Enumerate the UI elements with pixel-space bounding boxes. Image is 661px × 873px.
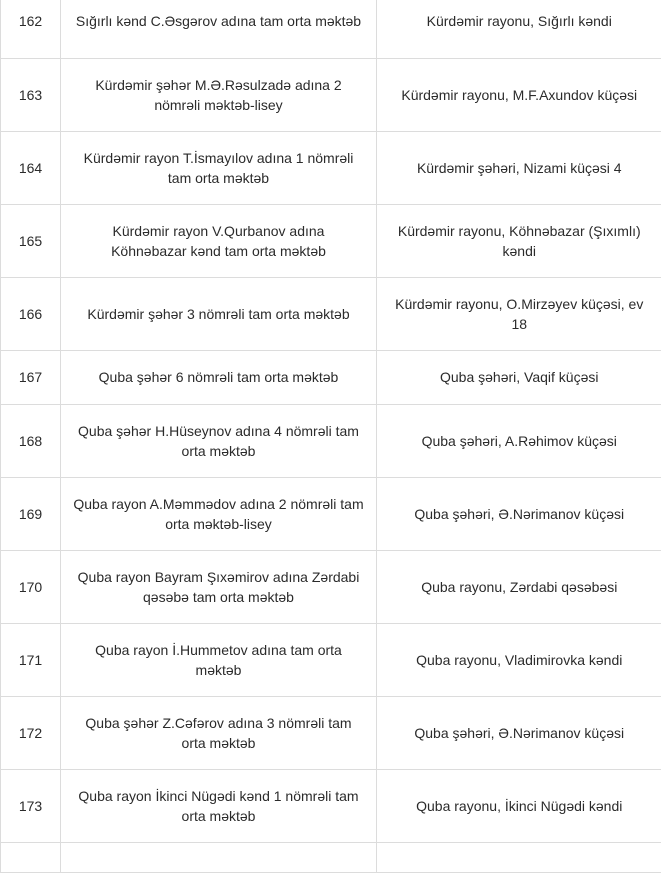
school-name: Quba rayon İ.Hummetov adına tam orta məktəb xyxy=(61,623,377,696)
table-row xyxy=(1,277,661,350)
school-name: Quba rayon Bayram Şıxəmirov adına Zərdabi qəsəbə tam orta məktəb xyxy=(61,550,377,623)
school-address: Quba şəhəri, A.Rəhimov küçəsi xyxy=(377,404,661,477)
table-row xyxy=(1,550,661,623)
school-address: Kürdəmir şəhəri, Nizami küçəsi 4 xyxy=(377,131,661,204)
table-row xyxy=(1,350,661,404)
school-address: Quba şəhəri, Ə.Nərimanov küçəsi xyxy=(377,477,661,550)
table-row xyxy=(1,131,661,204)
row-number: 167 xyxy=(1,350,61,404)
row-number: 166 xyxy=(1,277,61,350)
school-address: Quba rayonu, Zərdabi qəsəbəsi xyxy=(377,550,661,623)
school-name: Quba şəhər H.Hüseynov adına 4 nömrəli tam orta məktəb xyxy=(61,404,377,477)
school-address: Quba şəhəri, Vaqif küçəsi xyxy=(377,350,661,404)
table-cell-empty xyxy=(377,842,661,872)
school-address: Quba şəhəri, Ə.Nərimanov küçəsi xyxy=(377,696,661,769)
table-row xyxy=(1,204,661,277)
school-name: Quba rayon A.Məmmədov adına 2 nömrəli tam orta məktəb-lisey xyxy=(61,477,377,550)
row-number: 170 xyxy=(1,550,61,623)
school-address: Kürdəmir rayonu, Sığırlı kəndi xyxy=(377,0,661,58)
row-number: 164 xyxy=(1,131,61,204)
school-name: Kürdəmir rayon V.Qurbanov adına Köhnəbazar kənd tam orta məktəb xyxy=(61,204,377,277)
school-name: Quba rayon İkinci Nügədi kənd 1 nömrəli tam orta məktəb xyxy=(61,769,377,842)
row-number: 173 xyxy=(1,769,61,842)
school-name: Quba şəhər Z.Cəfərov adına 3 nömrəli tam orta məktəb xyxy=(61,696,377,769)
row-number: 165 xyxy=(1,204,61,277)
table-cell-empty xyxy=(61,842,377,872)
school-name: Quba şəhər 6 nömrəli tam orta məktəb xyxy=(61,350,377,404)
row-number: 172 xyxy=(1,696,61,769)
row-number: 168 xyxy=(1,404,61,477)
table-row xyxy=(1,404,661,477)
school-address: Kürdəmir rayonu, Köhnəbazar (Şıxımlı) kəndi xyxy=(377,204,661,277)
table-cell-empty xyxy=(1,842,61,872)
school-address: Kürdəmir rayonu, O.Mirzəyev küçəsi, ev 18 xyxy=(377,277,661,350)
row-number: 171 xyxy=(1,623,61,696)
table-row xyxy=(1,477,661,550)
school-address: Kürdəmir rayonu, M.F.Axundov küçəsi xyxy=(377,58,661,131)
table-row xyxy=(1,623,661,696)
school-address: Quba rayonu, İkinci Nügədi kəndi xyxy=(377,769,661,842)
table-row xyxy=(1,58,661,131)
school-name: Kürdəmir şəhər 3 nömrəli tam orta məktəb xyxy=(61,277,377,350)
school-name: Sığırlı kənd C.Əsgərov adına tam orta məktəb xyxy=(61,0,377,58)
row-number: 163 xyxy=(1,58,61,131)
school-address: Quba rayonu, Vladimirovka kəndi xyxy=(377,623,661,696)
row-number: 162 xyxy=(1,0,61,58)
row-number: 169 xyxy=(1,477,61,550)
table-row xyxy=(1,0,661,58)
school-name: Kürdəmir şəhər M.Ə.Rəsulzadə adına 2 nömrəli məktəb-lisey xyxy=(61,58,377,131)
table-row xyxy=(1,696,661,769)
table-row-partial xyxy=(1,842,661,872)
table-row xyxy=(1,769,661,842)
school-name: Kürdəmir rayon T.İsmayılov adına 1 nömrəli tam orta məktəb xyxy=(61,131,377,204)
